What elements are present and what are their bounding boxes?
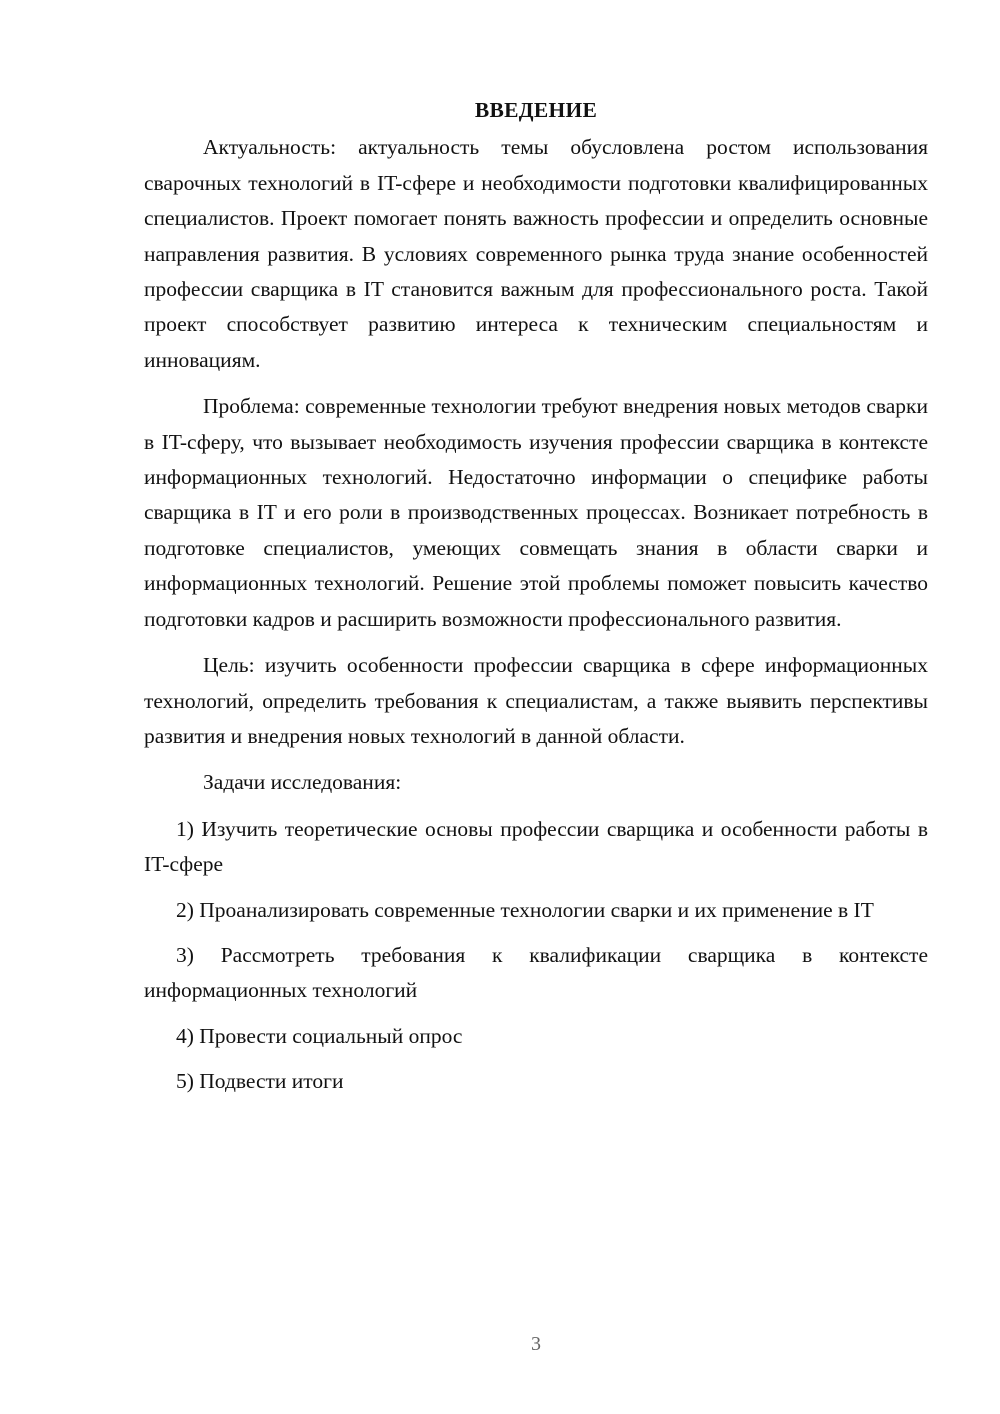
task-item-5: 5) Подвести итоги [176,1069,344,1094]
task-item-1: 1) Изучить теоретические основы профессии сварщика и особенности работы в IT-сфере [144,816,928,877]
paragraph-problem: Проблема: современные технологии требуют внедрения новых методов сварки в IT-сферу, что вызывает необходимость изучения профессии сварщика в контексте информационных технологий. Недостаточно информации о специфике работы сварщика в IT и его роли в производственных процессах. Возникает потребность в подготовке специалистов, умеющих совмещать знания в области сварки и информационных технологий. Решение этой проблемы поможет повысить качество подготовки кадров и расширить возможности профессионального развития. [144,394,928,631]
task-item-4: 4) Провести социальный опрос [176,1023,463,1048]
document-page [144,93,928,1100]
tasks-heading: Задачи исследования: [203,770,402,795]
page-number: 3 [531,1333,541,1355]
task-item-3: 3) Рассмотреть требования к квалификации сварщика в контексте информационных технологий [144,942,928,1003]
paragraph-relevance: Актуальность: актуальность темы обусловлена ростом использования сварочных технологий в IT-сфере и необходимости подготовки квалифицированных специалистов. Проект помогает понять важность профессии и определить основные направления развития. В условиях современного рынка труда знание особенностей профессии сварщика в IT становится важным для профессионального роста. Такой проект способствует развитию интереса к техническим специальностям и инновациям. [144,135,928,372]
paragraph-goal: Цель: изучить особенности профессии сварщика в сфере информационных технологий, определить требования к специалистам, а также выявить перспективы развития и внедрения новых технологий в данной области. [144,653,928,748]
task-item-2: 2) Проанализировать современные технологии сварки и их применение в IT [176,897,874,922]
page-title: ВВЕДЕНИЕ [474,98,598,122]
